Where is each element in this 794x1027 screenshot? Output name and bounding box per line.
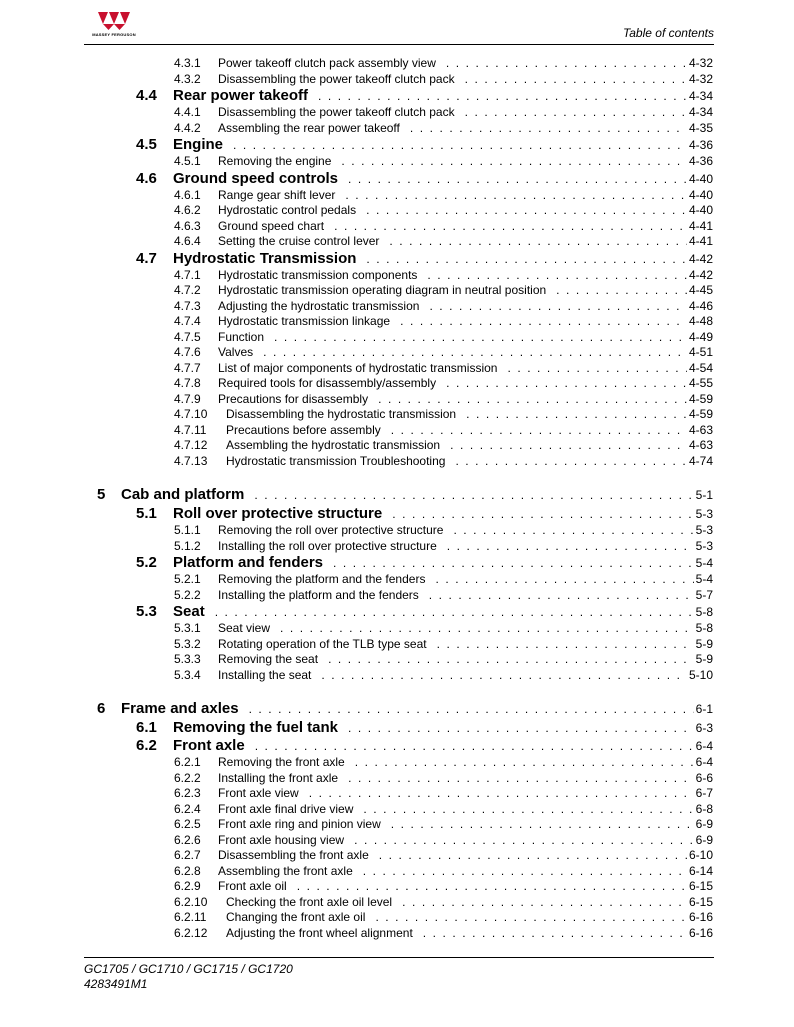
toc-entry-page: 4-34 [688, 105, 713, 119]
toc-leader-dots [435, 572, 693, 586]
toc-entry-page: 4-59 [688, 407, 713, 421]
toc-entry-number: 6.2 [136, 737, 157, 754]
footer-doc-number: 4283491M1 [84, 977, 148, 991]
toc-entry[interactable] [0, 407, 794, 423]
toc-entry-number: 4.7.6 [174, 345, 201, 359]
toc-entry-page: 4-55 [688, 376, 713, 390]
toc-entry-page: 6-9 [695, 832, 713, 847]
toc-entry[interactable] [0, 910, 794, 926]
toc-leader-dots [328, 652, 694, 666]
toc-leader-dots [437, 637, 694, 651]
toc-entry-number: 6.2.4 [174, 801, 201, 816]
toc-leader-dots [309, 786, 694, 800]
toc-entry-number: 5 [97, 486, 106, 503]
toc-entry-title: List of major components of hydrostatic transmission [218, 360, 498, 375]
toc-entry-number: 5.3.1 [174, 621, 201, 635]
toc-entry[interactable] [0, 895, 794, 911]
toc-leader-dots [556, 283, 687, 297]
toc-entry-page: 4-48 [688, 314, 713, 328]
toc-leader-dots [233, 138, 687, 152]
toc-entry-title: Cab and platform [121, 486, 245, 503]
toc-entry[interactable] [0, 121, 794, 137]
toc-leader-dots [334, 219, 687, 233]
toc-entry[interactable] [0, 926, 794, 942]
toc-entry-title: Disassembling the hydrostatic transmission [226, 407, 457, 421]
toc-entry-page: 6-4 [695, 739, 713, 753]
toc-entry-title: Front axle ring and pinion view [218, 817, 381, 831]
toc-entry-title: Hydrostatic Transmission [173, 249, 357, 267]
toc-entry[interactable] [0, 314, 794, 330]
toc-entry[interactable] [0, 786, 794, 802]
toc-entry-title: Required tools for disassembly/assembly [218, 376, 437, 390]
toc-entry-title: Removing the engine [218, 154, 332, 168]
toc-entry-number: 4.4.2 [174, 120, 201, 135]
toc-entry-title: Assembling the front axle [218, 863, 353, 878]
toc-entry-page: 5-8 [695, 605, 713, 619]
toc-entry-page: 4-34 [688, 89, 713, 103]
toc-entry-title: Valves [218, 345, 254, 359]
toc-entry-number: 6.1 [136, 719, 157, 736]
toc-entry-number: 4.7 [136, 249, 157, 267]
toc-entry-number: 4.7.1 [174, 267, 201, 282]
toc-entry-page: 5-8 [695, 621, 713, 635]
toc-entry-page: 4-41 [688, 234, 713, 248]
toc-entry-page: 4-41 [688, 218, 713, 233]
toc-leader-dots [249, 702, 694, 716]
toc-entry-page: 4-40 [688, 171, 713, 186]
toc-entry-number: 4.3.2 [174, 71, 201, 86]
toc-entry[interactable] [0, 539, 794, 555]
toc-entry-number: 4.7.11 [174, 422, 207, 437]
toc-entry-page: 4-63 [688, 438, 713, 452]
toc-leader-dots [215, 605, 694, 619]
toc-entry[interactable] [0, 250, 794, 268]
toc-leader-dots [391, 817, 694, 831]
toc-entry-number: 6.2.2 [174, 770, 201, 785]
toc-entry[interactable] [0, 219, 794, 235]
toc-entry-number: 5.2.1 [174, 572, 201, 586]
toc-entry-title: Seat view [218, 621, 271, 635]
toc-entry-number: 4.7.4 [174, 314, 201, 328]
toc-entry-number: 4.7.9 [174, 391, 201, 406]
toc-leader-dots [429, 299, 687, 313]
toc-entry[interactable] [0, 283, 794, 299]
toc-entry-page: 5-10 [688, 667, 713, 682]
toc-entry-page: 4-42 [688, 267, 713, 282]
toc-entry-page: 6-16 [688, 925, 713, 940]
toc-entry[interactable] [0, 668, 794, 684]
toc-entry-title: Removing the front axle [218, 755, 345, 769]
toc-leader-dots [333, 556, 694, 570]
toc-entry-page: 6-7 [695, 786, 713, 800]
toc-entry-title: Rotating operation of the TLB type seat [218, 636, 427, 651]
toc-entry-page: 6-9 [695, 817, 713, 831]
toc-entry-page: 4-54 [688, 360, 713, 375]
toc-leader-dots [389, 234, 687, 248]
toc-leader-dots [348, 172, 687, 186]
toc-entry-number: 4.7.10 [174, 407, 208, 421]
toc-leader-dots [429, 588, 694, 602]
toc-entry-number: 5.2 [136, 554, 157, 571]
toc-leader-dots [378, 392, 687, 406]
toc-entry-number: 4.7.12 [174, 438, 208, 452]
toc-entry-number: 6.2.6 [174, 832, 201, 847]
toc-leader-dots [363, 864, 687, 878]
toc-entry-title: Disassembling the power takeoff clutch pack [218, 71, 455, 86]
toc-entry-page: 4-45 [688, 283, 713, 297]
toc-entry[interactable] [0, 879, 794, 895]
toc-entry-number: 4.7.7 [174, 360, 201, 375]
toc-entry-number: 4.6.1 [174, 187, 201, 202]
toc-entry-title: Removing the roll over protective structure [218, 523, 444, 537]
toc-entry-title: Front axle housing view [218, 832, 345, 847]
toc-leader-dots [348, 771, 694, 785]
toc-entry-title: Installing the seat [218, 667, 312, 682]
toc-entry[interactable] [0, 771, 794, 787]
toc-entry-page: 4-32 [688, 71, 713, 86]
toc-entry-page: 5-4 [695, 572, 713, 586]
toc-entry-title: Setting the cruise control lever [218, 234, 380, 248]
toc-entry[interactable] [0, 154, 794, 170]
toc-entry-title: Hydrostatic transmission Troubleshooting [226, 453, 446, 468]
toc-entry-number: 4.7.3 [174, 298, 201, 313]
toc-entry-number: 4.5 [136, 136, 157, 153]
toc-leader-dots [427, 268, 687, 282]
toc-entry-title: Adjusting the hydrostatic transmission [218, 298, 420, 313]
toc-entry-page: 6-15 [688, 894, 713, 909]
toc-leader-dots [255, 739, 694, 753]
toc-leader-dots [363, 802, 693, 816]
toc-entry-title: Front axle oil [218, 879, 287, 893]
toc-entry[interactable] [0, 588, 794, 604]
toc-entry-title: Assembling the hydrostatic transmission [226, 438, 441, 452]
toc-entry-page: 4-46 [688, 298, 713, 313]
toc-leader-dots [446, 376, 687, 390]
toc-entry-title: Adjusting the front wheel alignment [226, 925, 413, 940]
toc-entry-title: Rear power takeoff [173, 87, 309, 104]
toc-entry-page: 5-3 [695, 538, 713, 553]
toc-entry-page: 6-6 [695, 770, 713, 785]
toc-entry[interactable] [0, 652, 794, 668]
toc-entry-number: 5.3.3 [174, 652, 201, 666]
toc-entry-title: Ground speed controls [173, 169, 339, 187]
toc-entry-number: 6.2.11 [174, 910, 207, 924]
toc-leader-dots [466, 407, 687, 421]
toc-entry-page: 5-7 [695, 587, 713, 602]
toc-entry-number: 6.2.8 [174, 863, 201, 878]
footer-models: GC1705 / GC1710 / GC1715 / GC1720 [84, 962, 293, 976]
toc-entry-page: 6-8 [695, 801, 713, 816]
toc-entry[interactable] [0, 700, 794, 719]
toc-entry-title: Front axle view [218, 786, 299, 800]
toc-entry-number: 6.2.7 [174, 848, 201, 862]
toc-entry-page: 4-42 [688, 251, 713, 266]
toc-entry-title: Platform and fenders [173, 554, 324, 571]
toc-entry-page: 4-74 [688, 453, 713, 468]
toc-entry-page: 6-1 [695, 702, 713, 716]
toc-entry-title: Removing the fuel tank [173, 719, 339, 736]
toc-entry-number: 5.3 [136, 603, 157, 620]
toc-leader-dots [455, 454, 687, 468]
toc-entry[interactable] [0, 392, 794, 408]
table-of-contents [0, 56, 794, 941]
toc-entry[interactable] [0, 170, 794, 188]
toc-entry-number: 6.2.9 [174, 879, 201, 893]
toc-leader-dots [379, 848, 687, 862]
toc-entry-number: 4.4 [136, 87, 157, 104]
toc-entry[interactable] [0, 802, 794, 818]
toc-entry[interactable] [0, 817, 794, 833]
toc-entry-number: 6.2.3 [174, 786, 201, 800]
toc-entry[interactable] [0, 572, 794, 588]
toc-entry[interactable] [0, 345, 794, 361]
toc-entry[interactable] [0, 376, 794, 392]
toc-leader-dots [297, 879, 687, 893]
toc-entry-title: Installing the roll over protective structure [218, 538, 437, 553]
toc-entry-title: Installing the front axle [218, 770, 339, 785]
page-header [0, 0, 794, 46]
toc-leader-dots [465, 72, 687, 86]
toc-entry-number: 5.3.4 [174, 667, 201, 682]
toc-entry[interactable] [0, 637, 794, 653]
toc-entry[interactable] [0, 848, 794, 864]
toc-leader-dots [450, 438, 687, 452]
toc-entry-title: Removing the platform and the fenders [218, 572, 426, 586]
toc-entry-page: 4-51 [688, 345, 713, 359]
toc-entry-title: Engine [173, 136, 224, 153]
toc-leader-dots [280, 621, 694, 635]
logo-wordmark: MASSEY FERGUSON [92, 32, 136, 37]
toc-entry-number: 4.5.1 [174, 154, 201, 168]
toc-entry-number: 5.1.1 [174, 523, 201, 537]
toc-entry-page: 4-32 [688, 56, 713, 70]
toc-entry[interactable] [0, 361, 794, 377]
toc-leader-dots [423, 926, 687, 940]
toc-entry[interactable] [0, 864, 794, 880]
toc-leader-dots [400, 314, 687, 328]
toc-entry-title: Hydrostatic transmission linkage [218, 314, 391, 328]
toc-entry-title: Ground speed chart [218, 218, 325, 233]
toc-entry[interactable] [0, 523, 794, 539]
page-header-title: Table of contents [623, 26, 714, 40]
toc-entry-number: 5.2.2 [174, 587, 201, 602]
toc-entry-page: 4-36 [688, 138, 713, 152]
toc-entry-number: 4.3.1 [174, 56, 201, 70]
toc-entry-number: 6.2.10 [174, 894, 208, 909]
toc-entry[interactable] [0, 719, 794, 737]
toc-leader-dots [354, 833, 694, 847]
toc-entry-number: 5.3.2 [174, 636, 201, 651]
toc-entry[interactable] [0, 203, 794, 219]
toc-entry-number: 6 [97, 700, 106, 717]
toc-leader-dots [375, 910, 687, 924]
toc-entry[interactable] [0, 56, 794, 72]
header-divider [84, 44, 714, 45]
toc-entry-number: 4.7.13 [174, 453, 208, 468]
toc-entry-title: Frame and axles [121, 700, 239, 717]
toc-entry-title: Checking the front axle oil level [226, 894, 393, 909]
toc-entry-page: 5-9 [695, 652, 713, 666]
toc-entry-page: 6-3 [695, 721, 713, 735]
toc-entry-title: Disassembling the power takeoff clutch pack [218, 105, 455, 119]
toc-entry-title: Function [218, 329, 265, 344]
toc-entry-title: Hydrostatic transmission components [218, 267, 418, 282]
toc-entry[interactable] [0, 87, 794, 105]
toc-entry-title: Installing the platform and the fenders [218, 587, 419, 602]
toc-leader-dots [402, 895, 687, 909]
toc-entry-page: 5-4 [695, 556, 713, 570]
toc-leader-dots [341, 154, 687, 168]
toc-entry-title: Changing the front axle oil [226, 910, 366, 924]
toc-entry[interactable] [0, 755, 794, 771]
toc-leader-dots [263, 345, 687, 359]
toc-leader-dots [348, 721, 694, 735]
toc-entry-number: 4.7.2 [174, 283, 201, 297]
toc-entry-title: Range gear shift lever [218, 187, 336, 202]
toc-entry[interactable] [0, 234, 794, 250]
toc-entry[interactable] [0, 737, 794, 755]
toc-entry-page: 6-10 [688, 848, 713, 862]
toc-leader-dots [355, 755, 694, 769]
toc-leader-dots [345, 188, 687, 202]
toc-entry-number: 6.2.5 [174, 817, 201, 831]
toc-entry[interactable] [0, 105, 794, 121]
toc-entry-page: 6-14 [688, 863, 713, 878]
toc-leader-dots [391, 423, 687, 437]
toc-entry-number: 4.4.1 [174, 105, 201, 119]
toc-entry-title: Seat [173, 603, 205, 620]
toc-entry-page: 4-40 [688, 203, 713, 217]
toc-entry-page: 4-36 [688, 154, 713, 168]
toc-entry-page: 4-63 [688, 422, 713, 437]
toc-entry[interactable] [0, 72, 794, 88]
toc-entry[interactable] [0, 136, 794, 154]
toc-entry-number: 4.6.4 [174, 234, 201, 248]
footer-divider [84, 957, 714, 958]
toc-entry-number: 4.6.2 [174, 203, 201, 217]
toc-entry-page: 5-9 [695, 636, 713, 651]
toc-entry-title: Roll over protective structure [173, 505, 383, 522]
toc-entry-page: 6-4 [695, 755, 713, 769]
toc-entry-number: 4.7.8 [174, 376, 201, 390]
toc-leader-dots [447, 539, 694, 553]
toc-entry-title: Disassembling the front axle [218, 848, 369, 862]
toc-leader-dots [392, 507, 693, 521]
toc-entry[interactable] [0, 554, 794, 572]
toc-leader-dots [366, 252, 687, 266]
toc-leader-dots [254, 488, 693, 502]
toc-entry-title: Hydrostatic transmission operating diagram in neutral position [218, 283, 547, 297]
toc-entry-page: 5-1 [695, 488, 713, 502]
toc-entry-number: 4.6.3 [174, 218, 201, 233]
toc-entry[interactable] [0, 268, 794, 284]
toc-entry-number: 5.1 [136, 505, 157, 522]
toc-leader-dots [321, 668, 687, 682]
toc-leader-dots [507, 361, 687, 375]
toc-entry-title: Precautions for disassembly [218, 391, 369, 406]
toc-leader-dots [410, 121, 687, 135]
toc-entry[interactable] [0, 330, 794, 346]
toc-leader-dots [274, 330, 687, 344]
toc-entry-page: 4-40 [688, 187, 713, 202]
toc-entry-page: 4-59 [688, 391, 713, 406]
toc-leader-dots [318, 89, 687, 103]
toc-entry-title: Front axle final drive view [218, 801, 354, 816]
toc-entry-page: 4-35 [688, 120, 713, 135]
toc-entry[interactable] [0, 505, 794, 523]
toc-entry[interactable] [0, 621, 794, 637]
toc-entry[interactable] [0, 833, 794, 849]
toc-entry-title: Front axle [173, 737, 245, 754]
toc-entry-number: 6.2.1 [174, 755, 201, 769]
toc-entry-page: 6-16 [688, 910, 713, 924]
toc-entry[interactable] [0, 188, 794, 204]
toc-entry-number: 6.2.12 [174, 925, 208, 940]
toc-entry-page: 6-15 [688, 879, 713, 893]
toc-leader-dots [366, 203, 687, 217]
toc-entry[interactable] [0, 299, 794, 315]
toc-entry[interactable] [0, 423, 794, 439]
toc-entry-title: Precautions before assembly [226, 422, 381, 437]
toc-entry-page: 4-49 [688, 329, 713, 344]
toc-entry-page: 5-3 [695, 523, 713, 537]
toc-entry-title: Hydrostatic control pedals [218, 203, 357, 217]
toc-entry[interactable] [0, 486, 794, 505]
toc-entry-number: 5.1.2 [174, 538, 201, 553]
toc-entry[interactable] [0, 603, 794, 621]
toc-entry-title: Removing the seat [218, 652, 319, 666]
toc-leader-dots [446, 56, 687, 70]
toc-entry[interactable] [0, 454, 794, 470]
toc-entry-title: Power takeoff clutch pack assembly view [218, 56, 436, 70]
toc-leader-dots [453, 523, 693, 537]
toc-entry-number: 4.6 [136, 169, 157, 187]
toc-entry-number: 4.7.5 [174, 329, 201, 344]
toc-entry-page: 5-3 [695, 507, 713, 521]
toc-entry-title: Assembling the rear power takeoff [218, 120, 400, 135]
toc-entry[interactable] [0, 438, 794, 454]
toc-leader-dots [465, 105, 687, 119]
